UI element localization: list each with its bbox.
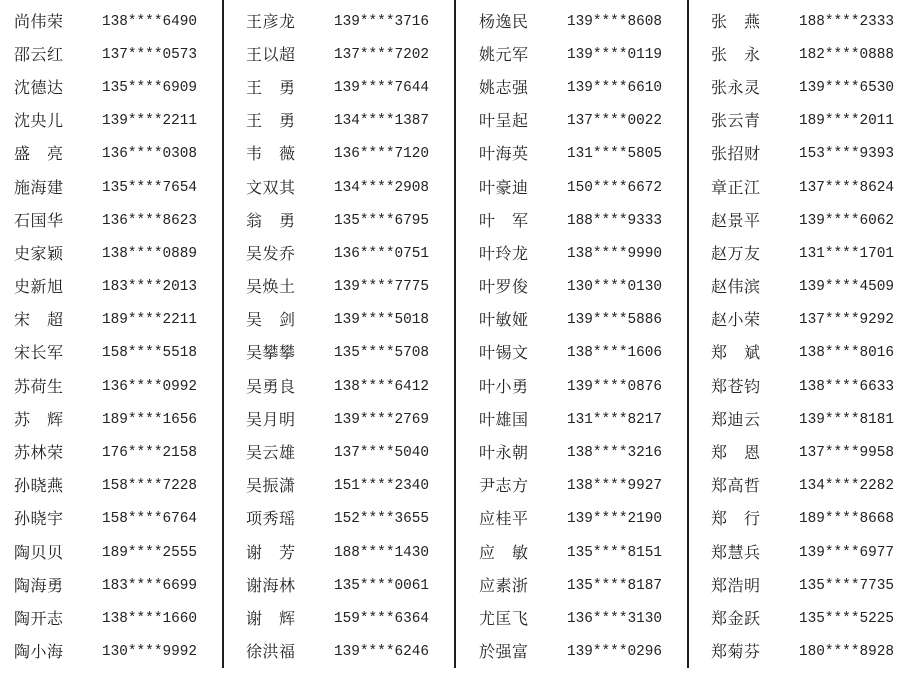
list-item bbox=[246, 569, 446, 602]
list-item bbox=[14, 5, 214, 38]
person-name: 吴发乔 bbox=[246, 243, 295, 263]
list-item bbox=[246, 204, 446, 237]
phone-number: 183****2013 bbox=[102, 279, 197, 296]
list-item bbox=[246, 71, 446, 104]
person-name: 叶敏娅 bbox=[479, 310, 528, 330]
list-item bbox=[479, 403, 679, 436]
list-item bbox=[711, 470, 911, 503]
person-name: 叶 军 bbox=[479, 210, 528, 230]
list-item bbox=[14, 602, 214, 635]
phone-number: 189****2211 bbox=[102, 312, 197, 329]
list-item bbox=[711, 436, 911, 469]
list-item bbox=[246, 337, 446, 370]
list-item bbox=[246, 237, 446, 270]
person-name: 王 勇 bbox=[246, 111, 295, 131]
person-name: 叶呈起 bbox=[479, 111, 528, 131]
list-item bbox=[14, 237, 214, 270]
phone-number: 159****6364 bbox=[334, 610, 429, 627]
phone-number: 139****3716 bbox=[334, 13, 429, 30]
person-name: 张 燕 bbox=[711, 11, 760, 31]
list-item bbox=[246, 304, 446, 337]
phone-number: 137****7202 bbox=[334, 46, 429, 63]
phone-number: 139****6977 bbox=[799, 544, 894, 561]
list-item bbox=[711, 569, 911, 602]
phone-number: 131****5805 bbox=[567, 146, 662, 163]
person-name: 邵云红 bbox=[14, 44, 63, 64]
phone-number: 131****8217 bbox=[567, 411, 662, 428]
phone-number: 139****8181 bbox=[799, 411, 894, 428]
phone-number: 137****0022 bbox=[567, 113, 662, 130]
list-item bbox=[711, 38, 911, 71]
phone-number: 180****8928 bbox=[799, 644, 894, 661]
phone-number: 139****2769 bbox=[334, 411, 429, 428]
person-name: 王 勇 bbox=[246, 77, 295, 97]
person-name: 王以超 bbox=[246, 44, 295, 64]
person-name: 尤匡飞 bbox=[479, 608, 528, 628]
person-name: 吴 剑 bbox=[246, 310, 295, 330]
list-item bbox=[711, 337, 911, 370]
person-name: 应桂平 bbox=[479, 509, 528, 529]
person-name: 陶贝贝 bbox=[14, 542, 63, 562]
person-name: 吴云雄 bbox=[246, 443, 295, 463]
list-item bbox=[479, 138, 679, 171]
phone-number: 139****7775 bbox=[334, 279, 429, 296]
list-item bbox=[14, 105, 214, 138]
list-item bbox=[479, 536, 679, 569]
person-name: 陶海勇 bbox=[14, 575, 63, 595]
list-item bbox=[246, 636, 446, 669]
phone-number: 135****8151 bbox=[567, 544, 662, 561]
phone-number: 136****8623 bbox=[102, 212, 197, 229]
person-name: 叶雄国 bbox=[479, 409, 528, 429]
phone-number: 131****1701 bbox=[799, 245, 894, 262]
list-item bbox=[14, 38, 214, 71]
list-item bbox=[14, 403, 214, 436]
person-name: 吴焕土 bbox=[246, 277, 295, 297]
list-item bbox=[14, 436, 214, 469]
phone-number: 139****5018 bbox=[334, 312, 429, 329]
phone-number: 138****6490 bbox=[102, 13, 197, 30]
person-name: 张云青 bbox=[711, 111, 760, 131]
person-name: 苏 辉 bbox=[14, 409, 63, 429]
person-name: 叶玲龙 bbox=[479, 243, 528, 263]
list-item bbox=[479, 602, 679, 635]
phone-number: 134****2282 bbox=[799, 478, 894, 495]
list-item bbox=[479, 337, 679, 370]
person-name: 吴攀攀 bbox=[246, 343, 295, 363]
phone-number: 139****2190 bbox=[567, 511, 662, 528]
phone-number: 138****9990 bbox=[567, 245, 662, 262]
list-item bbox=[246, 38, 446, 71]
phone-number: 136****7120 bbox=[334, 146, 429, 163]
phone-number: 139****6246 bbox=[334, 644, 429, 661]
person-name: 叶锡文 bbox=[479, 343, 528, 363]
column-group-4 bbox=[711, 5, 911, 669]
phone-number: 138****1660 bbox=[102, 610, 197, 627]
phone-number: 189****1656 bbox=[102, 411, 197, 428]
list-item bbox=[711, 370, 911, 403]
phone-number: 139****0119 bbox=[567, 46, 662, 63]
phone-number: 136****0751 bbox=[334, 245, 429, 262]
phone-number: 188****2333 bbox=[799, 13, 894, 30]
phone-number: 138****0889 bbox=[102, 245, 197, 262]
phone-number: 188****1430 bbox=[334, 544, 429, 561]
column-group-3 bbox=[479, 5, 679, 669]
list-item bbox=[14, 71, 214, 104]
phone-number: 139****6530 bbox=[799, 79, 894, 96]
list-item bbox=[711, 71, 911, 104]
person-name: 苏林荣 bbox=[14, 443, 63, 463]
person-name: 叶罗俊 bbox=[479, 277, 528, 297]
phone-number: 137****0573 bbox=[102, 46, 197, 63]
person-name: 韦 薇 bbox=[246, 144, 295, 164]
person-name: 应 敏 bbox=[479, 542, 528, 562]
list-item bbox=[479, 271, 679, 304]
person-name: 赵伟滨 bbox=[711, 277, 760, 297]
person-name: 宋长军 bbox=[14, 343, 63, 363]
list-item bbox=[14, 337, 214, 370]
phone-number: 139****2211 bbox=[102, 113, 197, 130]
person-name: 吴月明 bbox=[246, 409, 295, 429]
person-name: 应素浙 bbox=[479, 575, 528, 595]
person-name: 史家颖 bbox=[14, 243, 63, 263]
person-name: 苏荷生 bbox=[14, 376, 63, 396]
person-name: 孙晓宇 bbox=[14, 509, 63, 529]
phone-number: 135****6909 bbox=[102, 79, 197, 96]
list-item bbox=[711, 271, 911, 304]
list-item bbox=[14, 138, 214, 171]
list-item bbox=[711, 5, 911, 38]
phone-number: 158****7228 bbox=[102, 478, 197, 495]
person-name: 叶海英 bbox=[479, 144, 528, 164]
person-name: 郑菊芬 bbox=[711, 642, 760, 662]
list-item bbox=[479, 370, 679, 403]
list-item bbox=[711, 636, 911, 669]
person-name: 姚志强 bbox=[479, 77, 528, 97]
list-item bbox=[246, 503, 446, 536]
phone-number: 139****0296 bbox=[567, 644, 662, 661]
phone-number: 137****9292 bbox=[799, 312, 894, 329]
phone-number: 134****2908 bbox=[334, 179, 429, 196]
list-item bbox=[246, 171, 446, 204]
person-name: 郑 恩 bbox=[711, 443, 760, 463]
phone-number: 158****5518 bbox=[102, 345, 197, 362]
phone-number: 135****7654 bbox=[102, 179, 197, 196]
person-name: 翁 勇 bbox=[246, 210, 295, 230]
list-item bbox=[711, 237, 911, 270]
phone-number: 139****5886 bbox=[567, 312, 662, 329]
list-item bbox=[14, 370, 214, 403]
list-item bbox=[479, 503, 679, 536]
phone-number: 150****6672 bbox=[567, 179, 662, 196]
phone-number: 137****5040 bbox=[334, 445, 429, 462]
person-name: 於强富 bbox=[479, 642, 528, 662]
list-item bbox=[14, 569, 214, 602]
person-name: 杨逸民 bbox=[479, 11, 528, 31]
list-item bbox=[711, 503, 911, 536]
list-item bbox=[246, 470, 446, 503]
list-item bbox=[14, 204, 214, 237]
list-item bbox=[14, 636, 214, 669]
list-item bbox=[14, 470, 214, 503]
person-name: 施海建 bbox=[14, 177, 63, 197]
list-item bbox=[14, 271, 214, 304]
phone-number: 138****8016 bbox=[799, 345, 894, 362]
list-item bbox=[14, 171, 214, 204]
list-item bbox=[711, 105, 911, 138]
phone-number: 135****5708 bbox=[334, 345, 429, 362]
list-item bbox=[711, 204, 911, 237]
list-item bbox=[479, 71, 679, 104]
phone-number: 138****9927 bbox=[567, 478, 662, 495]
person-name: 陶小海 bbox=[14, 642, 63, 662]
phone-number: 189****2555 bbox=[102, 544, 197, 561]
column-group-2 bbox=[246, 5, 446, 669]
person-name: 叶小勇 bbox=[479, 376, 528, 396]
person-name: 赵小荣 bbox=[711, 310, 760, 330]
phone-number: 153****9393 bbox=[799, 146, 894, 163]
phone-number: 135****0061 bbox=[334, 577, 429, 594]
column-group-1 bbox=[14, 5, 214, 669]
person-name: 徐洪福 bbox=[246, 642, 295, 662]
phone-number: 136****0992 bbox=[102, 378, 197, 395]
phone-number: 136****0308 bbox=[102, 146, 197, 163]
person-name: 郑浩明 bbox=[711, 575, 760, 595]
person-name: 吴勇良 bbox=[246, 376, 295, 396]
person-name: 谢海林 bbox=[246, 575, 295, 595]
list-item bbox=[479, 569, 679, 602]
person-name: 石国华 bbox=[14, 210, 63, 230]
list-item bbox=[14, 503, 214, 536]
phone-number: 139****0876 bbox=[567, 378, 662, 395]
phone-number: 189****2011 bbox=[799, 113, 894, 130]
person-name: 尚伟荣 bbox=[14, 11, 63, 31]
phone-number: 134****1387 bbox=[334, 113, 429, 130]
list-item bbox=[479, 204, 679, 237]
person-name: 王彦龙 bbox=[246, 11, 295, 31]
list-item bbox=[246, 138, 446, 171]
list-item bbox=[711, 304, 911, 337]
phone-number: 138****3216 bbox=[567, 445, 662, 462]
person-name: 章正江 bbox=[711, 177, 760, 197]
phone-number: 139****6610 bbox=[567, 79, 662, 96]
phone-number: 135****7735 bbox=[799, 577, 894, 594]
list-item bbox=[479, 105, 679, 138]
phone-number: 138****1606 bbox=[567, 345, 662, 362]
phone-number: 182****0888 bbox=[799, 46, 894, 63]
list-item bbox=[246, 436, 446, 469]
list-item bbox=[14, 536, 214, 569]
column-divider bbox=[687, 0, 689, 668]
phone-number: 136****3130 bbox=[567, 610, 662, 627]
list-item bbox=[711, 138, 911, 171]
person-name: 孙晓燕 bbox=[14, 476, 63, 496]
list-item bbox=[479, 636, 679, 669]
person-name: 郑慧兵 bbox=[711, 542, 760, 562]
person-name: 张永灵 bbox=[711, 77, 760, 97]
person-name: 郑金跃 bbox=[711, 608, 760, 628]
phone-number: 135****5225 bbox=[799, 610, 894, 627]
list-item bbox=[479, 5, 679, 38]
phone-number: 137****8624 bbox=[799, 179, 894, 196]
list-item bbox=[479, 237, 679, 270]
list-item bbox=[711, 403, 911, 436]
person-name: 张招财 bbox=[711, 144, 760, 164]
phone-number: 138****6412 bbox=[334, 378, 429, 395]
list-item bbox=[479, 304, 679, 337]
person-name: 沈央儿 bbox=[14, 111, 63, 131]
person-name: 郑苍钧 bbox=[711, 376, 760, 396]
phone-number: 183****6699 bbox=[102, 577, 197, 594]
list-item bbox=[14, 304, 214, 337]
list-item bbox=[711, 602, 911, 635]
person-name: 沈德达 bbox=[14, 77, 63, 97]
phone-number: 139****7644 bbox=[334, 79, 429, 96]
person-name: 郑 行 bbox=[711, 509, 760, 529]
column-divider bbox=[222, 0, 224, 668]
person-name: 史新旭 bbox=[14, 277, 63, 297]
column-divider bbox=[454, 0, 456, 668]
list-item bbox=[246, 5, 446, 38]
list-item bbox=[479, 171, 679, 204]
phone-number: 151****2340 bbox=[334, 478, 429, 495]
person-name: 宋 超 bbox=[14, 310, 63, 330]
list-item bbox=[711, 536, 911, 569]
person-name: 盛 亮 bbox=[14, 144, 63, 164]
person-name: 尹志方 bbox=[479, 476, 528, 496]
phone-number: 135****6795 bbox=[334, 212, 429, 229]
person-name: 郑 斌 bbox=[711, 343, 760, 363]
person-name: 郑高哲 bbox=[711, 476, 760, 496]
list-item bbox=[246, 403, 446, 436]
person-name: 张 永 bbox=[711, 44, 760, 64]
person-name: 文双其 bbox=[246, 177, 295, 197]
list-item bbox=[479, 436, 679, 469]
phone-number: 130****0130 bbox=[567, 279, 662, 296]
list-item bbox=[246, 105, 446, 138]
person-name: 谢 芳 bbox=[246, 542, 295, 562]
list-item bbox=[246, 271, 446, 304]
phone-number: 137****9958 bbox=[799, 445, 894, 462]
person-name: 谢 辉 bbox=[246, 608, 295, 628]
phone-number: 139****8608 bbox=[567, 13, 662, 30]
person-name: 郑迪云 bbox=[711, 409, 760, 429]
person-name: 吴振潇 bbox=[246, 476, 295, 496]
list-item bbox=[711, 171, 911, 204]
phone-number: 135****8187 bbox=[567, 577, 662, 594]
phone-number: 139****6062 bbox=[799, 212, 894, 229]
list-item bbox=[246, 602, 446, 635]
phone-number: 188****9333 bbox=[567, 212, 662, 229]
person-name: 姚元军 bbox=[479, 44, 528, 64]
phone-number: 130****9992 bbox=[102, 644, 197, 661]
person-name: 叶豪迪 bbox=[479, 177, 528, 197]
list-item bbox=[246, 370, 446, 403]
person-name: 叶永朝 bbox=[479, 443, 528, 463]
list-item bbox=[479, 38, 679, 71]
phone-number: 189****8668 bbox=[799, 511, 894, 528]
person-name: 赵万友 bbox=[711, 243, 760, 263]
list-item bbox=[246, 536, 446, 569]
phone-number: 176****2158 bbox=[102, 445, 197, 462]
phone-number: 152****3655 bbox=[334, 511, 429, 528]
person-name: 陶开志 bbox=[14, 608, 63, 628]
phone-number: 158****6764 bbox=[102, 511, 197, 528]
phone-number: 138****6633 bbox=[799, 378, 894, 395]
person-name: 赵景平 bbox=[711, 210, 760, 230]
list-item bbox=[479, 470, 679, 503]
phone-number: 139****4509 bbox=[799, 279, 894, 296]
person-name: 项秀瑶 bbox=[246, 509, 295, 529]
